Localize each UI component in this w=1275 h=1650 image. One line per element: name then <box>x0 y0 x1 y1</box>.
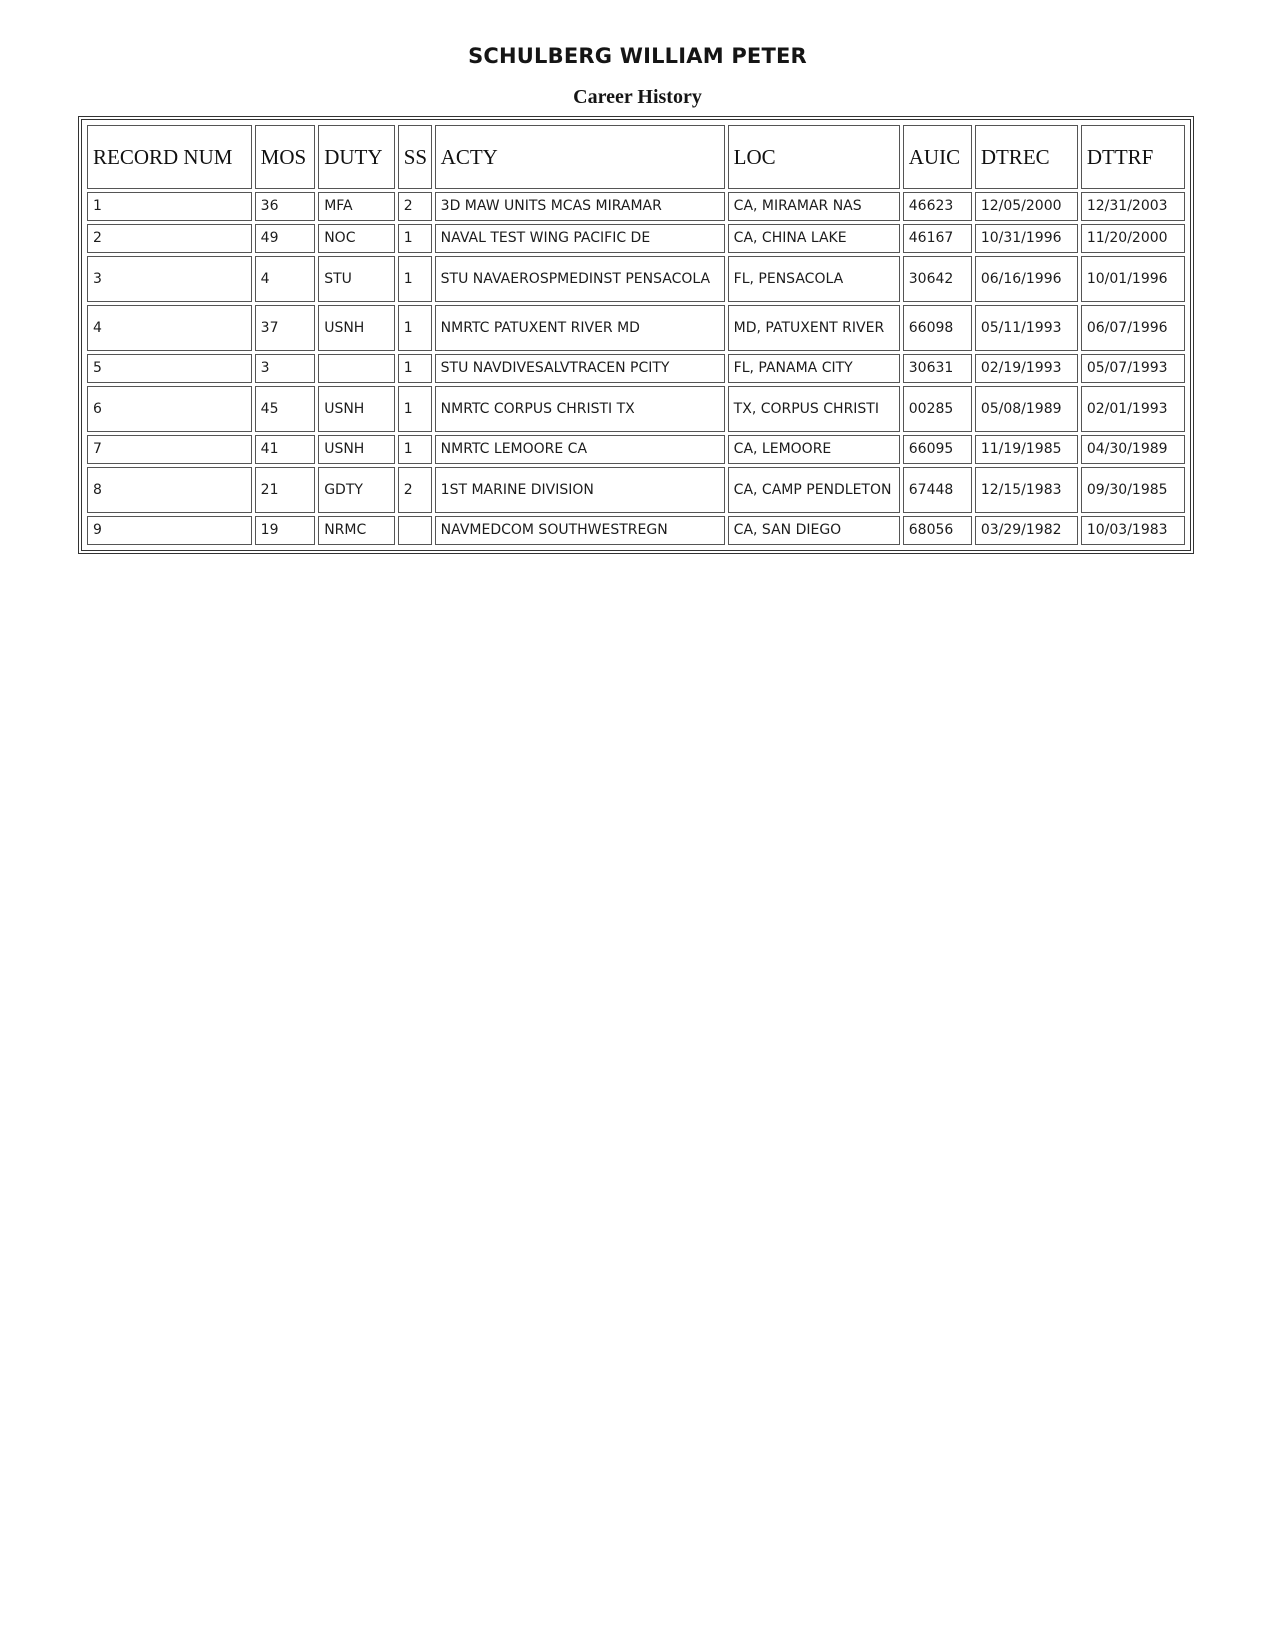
page-subtitle: Career History <box>573 86 702 108</box>
column-header-auic: AUIC <box>903 125 972 189</box>
cell-acty: NAVAL TEST WING PACIFIC DE <box>435 224 725 253</box>
cell-duty: USNH <box>318 386 394 432</box>
cell-record-num: 7 <box>87 435 252 464</box>
cell-duty: MFA <box>318 192 394 221</box>
cell-record-num: 9 <box>87 516 252 545</box>
table-row <box>87 305 1185 351</box>
table-row <box>87 467 1185 513</box>
cell-loc: CA, MIRAMAR NAS <box>728 192 900 221</box>
cell-dttrf: 05/07/1993 <box>1081 354 1185 383</box>
cell-auic: 30642 <box>903 256 972 302</box>
cell-dttrf: 09/30/1985 <box>1081 467 1185 513</box>
table-row <box>87 224 1185 253</box>
cell-acty: NMRTC LEMOORE CA <box>435 435 725 464</box>
cell-duty: GDTY <box>318 467 394 513</box>
cell-mos: 21 <box>255 467 316 513</box>
cell-auic: 00285 <box>903 386 972 432</box>
cell-dtrec: 11/19/1985 <box>975 435 1078 464</box>
cell-loc: FL, PENSACOLA <box>728 256 900 302</box>
cell-auic: 66098 <box>903 305 972 351</box>
cell-dtrec: 12/15/1983 <box>975 467 1078 513</box>
cell-dtrec: 12/05/2000 <box>975 192 1078 221</box>
cell-duty: NRMC <box>318 516 394 545</box>
cell-loc: MD, PATUXENT RIVER <box>728 305 900 351</box>
cell-mos: 37 <box>255 305 316 351</box>
cell-acty: STU NAVAEROSPMEDINST PENSACOLA <box>435 256 725 302</box>
cell-auic: 46167 <box>903 224 972 253</box>
cell-record-num: 8 <box>87 467 252 513</box>
cell-mos: 45 <box>255 386 316 432</box>
cell-mos: 19 <box>255 516 316 545</box>
cell-acty: 1ST MARINE DIVISION <box>435 467 725 513</box>
table-row <box>87 516 1185 545</box>
cell-mos: 3 <box>255 354 316 383</box>
cell-record-num: 1 <box>87 192 252 221</box>
column-header-record-num: RECORD NUM <box>87 125 252 189</box>
page-title: SCHULBERG WILLIAM PETER <box>468 44 807 68</box>
cell-mos: 49 <box>255 224 316 253</box>
cell-auic: 67448 <box>903 467 972 513</box>
cell-record-num: 5 <box>87 354 252 383</box>
cell-acty: 3D MAW UNITS MCAS MIRAMAR <box>435 192 725 221</box>
career-history-table <box>84 122 1188 548</box>
cell-acty: NMRTC PATUXENT RIVER MD <box>435 305 725 351</box>
cell-ss: 1 <box>398 386 432 432</box>
column-header-acty: ACTY <box>435 125 725 189</box>
cell-mos: 36 <box>255 192 316 221</box>
cell-dtrec: 02/19/1993 <box>975 354 1078 383</box>
career-history-table-frame <box>78 116 1194 554</box>
cell-dttrf: 11/20/2000 <box>1081 224 1185 253</box>
column-header-mos: MOS <box>255 125 316 189</box>
cell-dttrf: 12/31/2003 <box>1081 192 1185 221</box>
cell-duty: USNH <box>318 435 394 464</box>
cell-duty: USNH <box>318 305 394 351</box>
cell-duty: NOC <box>318 224 394 253</box>
cell-mos: 41 <box>255 435 316 464</box>
cell-dttrf: 02/01/1993 <box>1081 386 1185 432</box>
cell-acty: NAVMEDCOM SOUTHWESTREGN <box>435 516 725 545</box>
column-header-ss: SS <box>398 125 432 189</box>
cell-dttrf: 04/30/1989 <box>1081 435 1185 464</box>
cell-acty: NMRTC CORPUS CHRISTI TX <box>435 386 725 432</box>
cell-ss: 1 <box>398 256 432 302</box>
cell-record-num: 4 <box>87 305 252 351</box>
cell-record-num: 2 <box>87 224 252 253</box>
table-row <box>87 386 1185 432</box>
cell-loc: TX, CORPUS CHRISTI <box>728 386 900 432</box>
cell-auic: 68056 <box>903 516 972 545</box>
cell-mos: 4 <box>255 256 316 302</box>
column-header-loc: LOC <box>728 125 900 189</box>
cell-auic: 30631 <box>903 354 972 383</box>
cell-dttrf: 10/01/1996 <box>1081 256 1185 302</box>
cell-dtrec: 05/08/1989 <box>975 386 1078 432</box>
cell-ss: 2 <box>398 467 432 513</box>
cell-loc: CA, CAMP PENDLETON <box>728 467 900 513</box>
cell-loc: FL, PANAMA CITY <box>728 354 900 383</box>
cell-dtrec: 06/16/1996 <box>975 256 1078 302</box>
cell-auic: 66095 <box>903 435 972 464</box>
column-header-duty: DUTY <box>318 125 394 189</box>
cell-dtrec: 03/29/1982 <box>975 516 1078 545</box>
cell-ss: 2 <box>398 192 432 221</box>
cell-ss: 1 <box>398 354 432 383</box>
cell-duty: STU <box>318 256 394 302</box>
cell-ss: 1 <box>398 305 432 351</box>
cell-ss: 1 <box>398 435 432 464</box>
cell-loc: CA, CHINA LAKE <box>728 224 900 253</box>
cell-dtrec: 05/11/1993 <box>975 305 1078 351</box>
table-row <box>87 435 1185 464</box>
table-row <box>87 256 1185 302</box>
cell-auic: 46623 <box>903 192 972 221</box>
cell-loc: CA, SAN DIEGO <box>728 516 900 545</box>
cell-record-num: 3 <box>87 256 252 302</box>
cell-record-num: 6 <box>87 386 252 432</box>
table-row <box>87 354 1185 383</box>
cell-loc: CA, LEMOORE <box>728 435 900 464</box>
column-header-dtrec: DTREC <box>975 125 1078 189</box>
cell-dttrf: 06/07/1996 <box>1081 305 1185 351</box>
column-header-dttrf: DTTRF <box>1081 125 1185 189</box>
table-row <box>87 192 1185 221</box>
table-header-row <box>87 125 1185 189</box>
cell-dtrec: 10/31/1996 <box>975 224 1078 253</box>
cell-duty <box>318 354 394 383</box>
cell-acty: STU NAVDIVESALVTRACEN PCITY <box>435 354 725 383</box>
cell-ss <box>398 516 432 545</box>
cell-dttrf: 10/03/1983 <box>1081 516 1185 545</box>
cell-ss: 1 <box>398 224 432 253</box>
